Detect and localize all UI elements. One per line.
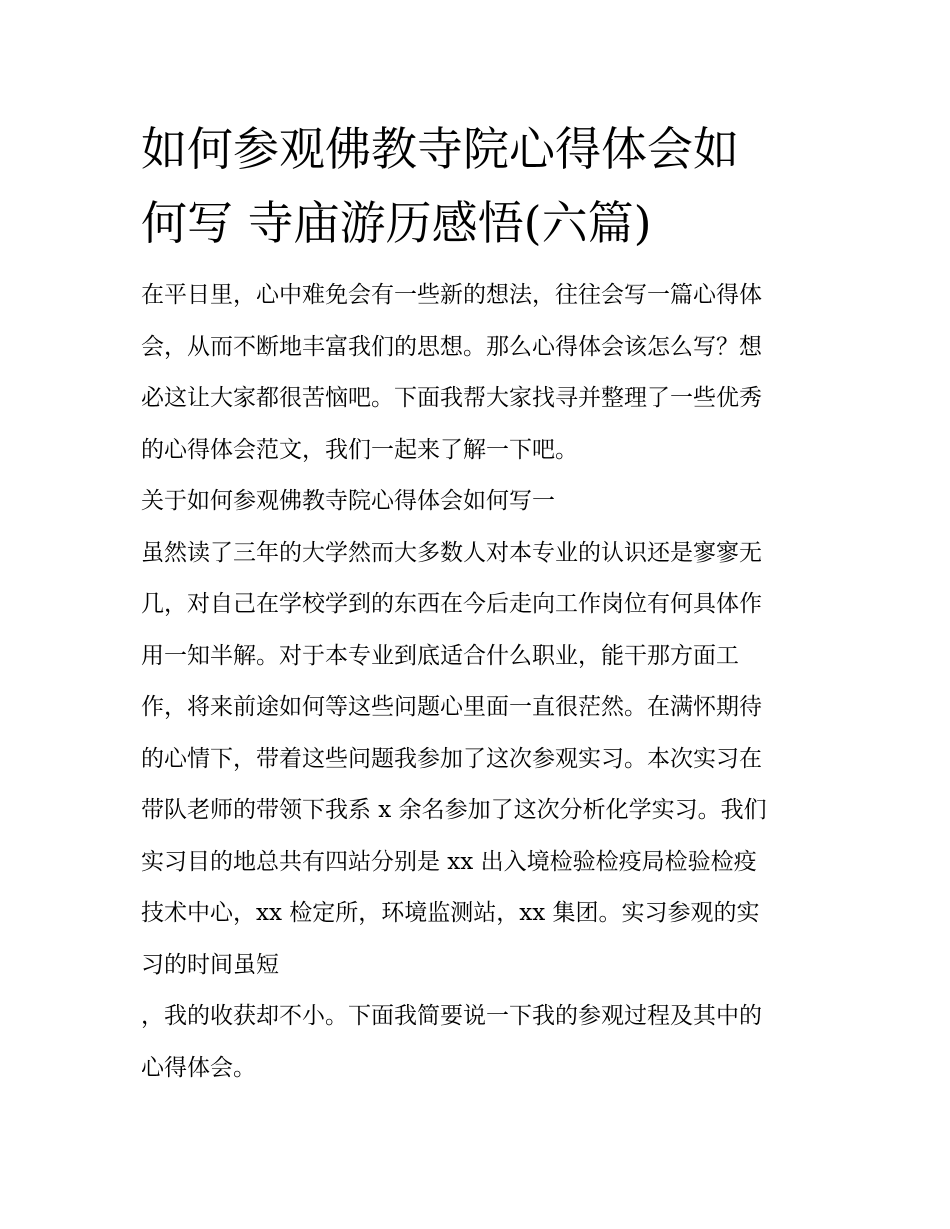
document-title: 如何参观佛教寺院心得体会如 何写 寺庙游历感悟(六篇) [141, 122, 739, 250]
intro-paragraph: 在平日里，心中难免会有一些新的想法，往往会写一篇心得体 会，从而不断地丰富我们的思想。那么心得体会该怎么写？想 必这让大家都很苦恼吧。下面我帮大家找寻并整理了一些优秀 的心得体会范文，我们一起来了解一下吧。 [141, 282, 762, 463]
section-heading: 关于如何参观佛教寺院心得体会如何写一 [141, 488, 555, 514]
document-body [141, 112, 813, 1094]
body-paragraph-continued: ，我的收获却不小。下面我简要说一下我的参观过程及其中的 心得体会。 [141, 1003, 762, 1081]
body-paragraph: 虽然读了三年的大学然而大多数人对本专业的认识还是寥寥无 几，对自己在学校学到的东西在今后走向工作岗位有何具体作 用一知半解。对于本专业到底适合什么职业，能干那方面工 作，将来前途如何等这些问题心里面一直很茫然。在满怀期待 的心情下，带着这些问题我参加了这次参观实习。本次实习在 带队老师的带领下我系 x 余名参加了这次分析化学实习。我们 实习目的地总共有四站分别是 xx 出入境检验检疫局检验检疫 技术中心，xx 检定所，环境监测站，xx 集团。实习参观的实 习的时间虽短 [141, 539, 767, 978]
